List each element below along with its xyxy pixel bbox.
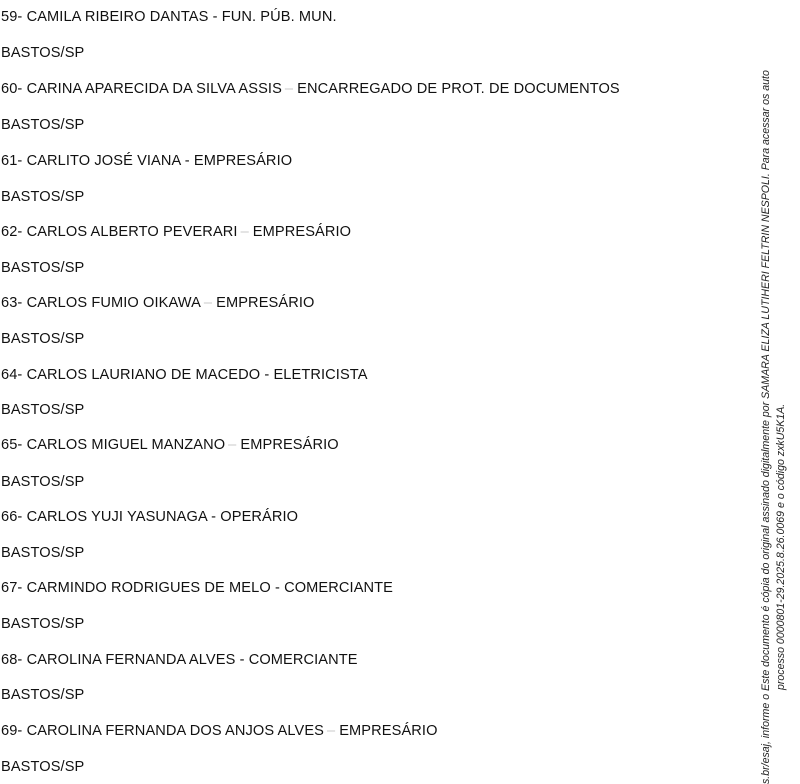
entry-separator: -: [264, 367, 270, 383]
entry-number: 69-: [1, 723, 23, 739]
entry-separator: -: [211, 509, 217, 525]
entry-role: COMERCIANTE: [248, 652, 358, 668]
entry-city: BASTOS/SP: [1, 687, 85, 703]
list-item: [1, 651, 358, 669]
list-item: [1, 80, 620, 98]
entry-name: CAMILA RIBEIRO DANTAS: [26, 9, 209, 25]
entry-city: BASTOS/SP: [1, 260, 85, 276]
list-item: [1, 152, 292, 170]
entry-separator: –: [228, 437, 237, 453]
entry-number: 60-: [1, 81, 23, 97]
entry-city: BASTOS/SP: [1, 117, 85, 133]
entry-city: BASTOS/SP: [1, 189, 85, 205]
entry-number: 67-: [1, 580, 23, 596]
entry-role: EMPRESÁRIO: [252, 224, 352, 240]
entry-number: 64-: [1, 367, 23, 383]
entry-name: CARLOS YUJI YASUNAGA: [26, 509, 207, 525]
entry-city: BASTOS/SP: [1, 759, 85, 775]
entry-separator: –: [240, 224, 249, 240]
entry-name: CAROLINA FERNANDA DOS ANJOS ALVES: [26, 723, 324, 739]
entry-separator: -: [239, 652, 245, 668]
entry-name: CARLOS FUMIO OIKAWA: [26, 295, 201, 311]
entry-role: OPERÁRIO: [220, 509, 299, 525]
entry-city: BASTOS/SP: [1, 45, 85, 61]
list-item: [1, 508, 298, 526]
entry-number: 62-: [1, 224, 23, 240]
entry-city: BASTOS/SP: [1, 402, 85, 418]
entry-number: 59-: [1, 9, 23, 25]
entry-separator: –: [327, 723, 336, 739]
entry-name: CARINA APARECIDA DA SILVA ASSIS: [26, 81, 282, 97]
signature-notice-line-1: s.br/esaj, informe o Este documento é cópia do original assinado digitalmente por SAMARA ELIZA LUTIHERI FELTRIN NESPOLI. Para acessar os auto: [760, 70, 772, 784]
entry-role: EMPRESÁRIO: [193, 153, 293, 169]
entry-number: 61-: [1, 153, 23, 169]
entry-separator: -: [212, 9, 218, 25]
entry-city: BASTOS/SP: [1, 331, 85, 347]
entry-city: BASTOS/SP: [1, 474, 85, 490]
entry-name: CARLOS ALBERTO PEVERARI: [26, 224, 238, 240]
list-item: [1, 8, 337, 26]
entry-name: CARMINDO RODRIGUES DE MELO: [26, 580, 271, 596]
entry-separator: –: [284, 81, 294, 97]
entry-role: ENCARREGADO DE PROT. DE DOCUMENTOS: [297, 81, 620, 97]
entry-number: 65-: [1, 437, 23, 453]
entry-number: 68-: [1, 652, 23, 668]
entry-name: CARLOS LAURIANO DE MACEDO: [26, 367, 261, 383]
entry-name: CARLITO JOSÉ VIANA: [26, 153, 181, 169]
list-item: [1, 223, 351, 241]
list-item: [1, 722, 438, 740]
signature-notice-line-2: processo 0000801-29.2025.8.26.0069 e o código zxkU5K1A.: [775, 403, 787, 690]
entry-separator: –: [203, 295, 213, 311]
entry-role: EMPRESÁRIO: [339, 723, 438, 739]
entry-number: 66-: [1, 509, 23, 525]
list-item: [1, 294, 314, 312]
entry-role: EMPRESÁRIO: [240, 437, 339, 453]
entry-name: CARLOS MIGUEL MANZANO: [26, 437, 226, 453]
entry-city: BASTOS/SP: [1, 545, 85, 561]
entry-role: ELETRICISTA: [273, 367, 368, 383]
list-item: [1, 436, 339, 454]
entry-role: EMPRESÁRIO: [216, 295, 315, 311]
entry-separator: -: [274, 580, 280, 596]
list-item: [1, 579, 393, 597]
list-item: [1, 366, 368, 384]
entry-role: COMERCIANTE: [284, 580, 394, 596]
entry-number: 63-: [1, 295, 23, 311]
entry-city: BASTOS/SP: [1, 616, 85, 632]
entry-separator: -: [184, 153, 190, 169]
entry-role: FUN. PÚB. MUN.: [221, 9, 337, 25]
entry-name: CAROLINA FERNANDA ALVES: [26, 652, 236, 668]
